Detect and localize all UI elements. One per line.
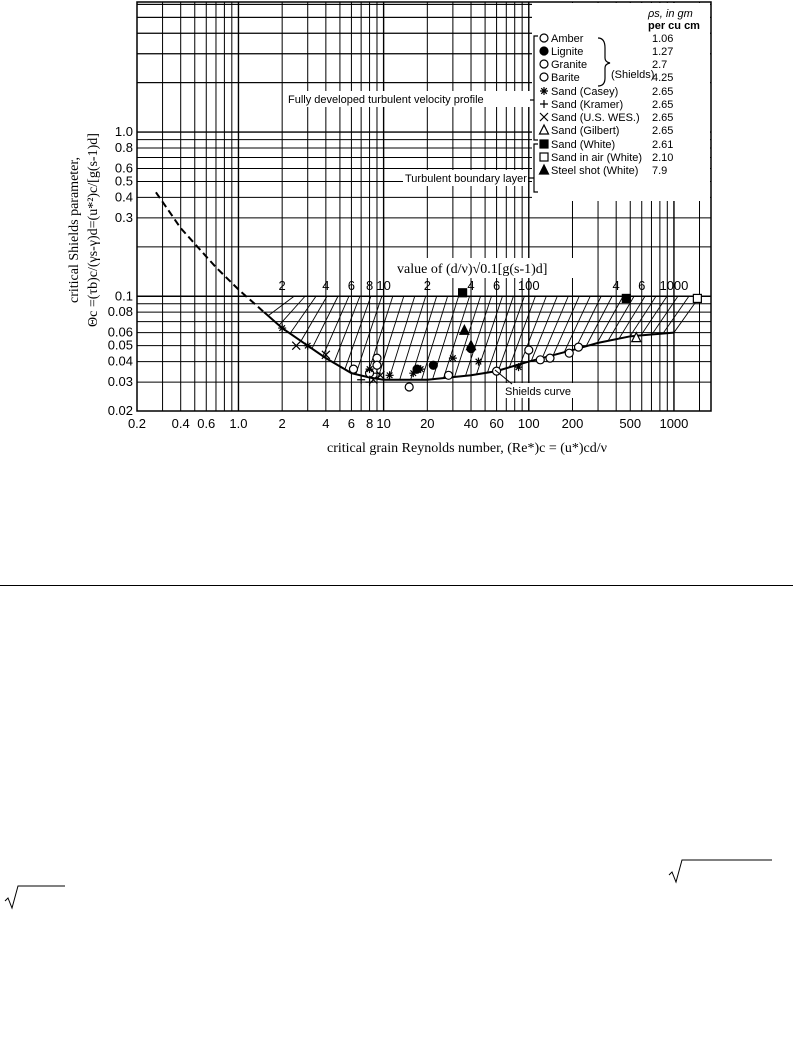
hatch-line bbox=[301, 296, 327, 341]
legend-density-sand-white: 2.61 bbox=[652, 139, 674, 151]
x-tick-label: 500 bbox=[619, 416, 642, 431]
x-tick-label: 200 bbox=[561, 416, 584, 431]
upper-scale-tick-label: 10 bbox=[376, 278, 391, 293]
legend-density-granite: 2.7 bbox=[652, 59, 668, 71]
y-tick-label: 0.3 bbox=[114, 209, 133, 225]
upper-scale-tick-label: 100 bbox=[517, 278, 540, 293]
data-point-amber bbox=[405, 383, 413, 391]
data-point-sand-in-air-white bbox=[693, 294, 701, 302]
data-point-amber bbox=[445, 371, 453, 379]
legend-density-steel-shot-white: 7.9 bbox=[652, 165, 668, 177]
hatch-line bbox=[630, 296, 656, 336]
x-tick-label: 0.6 bbox=[197, 416, 216, 431]
hatch-line bbox=[279, 296, 305, 325]
y-tick-label: 0.6 bbox=[114, 160, 133, 176]
legend-entry-barite: Barite bbox=[551, 72, 580, 84]
legend bbox=[286, 3, 710, 201]
upper-scale-tick-label: 6 bbox=[347, 278, 356, 293]
data-point-amber bbox=[349, 365, 357, 373]
upper-scale-tick-label: 2 bbox=[423, 278, 431, 293]
legend-entry-steel-shot-white: Steel shot (White) bbox=[551, 165, 639, 177]
y-axis-label-line2: Θc =(τb)c/(γs-γ)d=(u*²)c/[g(s-1)d] bbox=[86, 133, 101, 327]
data-point-lignite bbox=[429, 361, 437, 369]
x-tick-label: 20 bbox=[420, 416, 435, 431]
legend-entry-sand-casey: Sand (Casey) bbox=[551, 86, 619, 98]
y-tick-label: 0.4 bbox=[114, 189, 133, 205]
y-tick-label: 0.04 bbox=[107, 353, 133, 369]
legend-entry-lignite: Lignite bbox=[551, 46, 584, 58]
sqrt-symbol-right bbox=[668, 858, 773, 884]
legend-shields-group-label: (Shields) bbox=[611, 69, 655, 81]
legend-fully-developed-label: Fully developed turbulent velocity profile bbox=[288, 94, 484, 106]
x-tick-label: 6 bbox=[347, 416, 356, 431]
y-tick-label: 0.1 bbox=[114, 288, 133, 304]
data-point-barite bbox=[565, 349, 573, 357]
legend-density-sand-casey: 2.65 bbox=[652, 86, 674, 98]
upper-scale-tick-label: 6 bbox=[492, 278, 501, 293]
legend-marker-amber bbox=[540, 34, 548, 42]
legend-entry-sand-u-s-wes: Sand (U.S. WES.) bbox=[551, 112, 640, 124]
hatch-line bbox=[498, 296, 524, 370]
data-point-sand-white bbox=[622, 294, 630, 302]
legend-marker-sand-in-air-white bbox=[540, 153, 548, 161]
data-point-sand-casey bbox=[278, 324, 286, 332]
data-point-amber bbox=[525, 346, 533, 354]
legend-density-sand-u-s-wes: 2.65 bbox=[652, 112, 674, 124]
y-tick-label: 0.05 bbox=[107, 337, 133, 353]
hatch-line bbox=[663, 296, 689, 333]
x-tick-label: 4 bbox=[322, 416, 330, 431]
y-tick-label: 1.0 bbox=[114, 124, 133, 140]
hatch-line bbox=[455, 296, 481, 377]
legend-density-amber: 1.06 bbox=[652, 33, 674, 45]
y-tick-label: 0.06 bbox=[107, 324, 133, 340]
hatch-line bbox=[290, 296, 316, 333]
y-tick-label: 0.5 bbox=[114, 173, 133, 189]
x-tick-label: 8 bbox=[365, 416, 374, 431]
data-point-sand-casey bbox=[474, 358, 482, 366]
legend-density-sand-gilbert: 2.65 bbox=[652, 125, 674, 137]
data-point-sand-white bbox=[459, 289, 467, 297]
data-point-steel-shot-white bbox=[460, 325, 469, 334]
x-axis-label: critical grain Reynolds number, (Re*)c = (u*)cd/ν bbox=[327, 441, 607, 456]
legend-entry-sand-white: Sand (White) bbox=[551, 139, 616, 151]
upper-scale-tick-label: 4 bbox=[612, 278, 620, 293]
legend-density-barite: 4.25 bbox=[652, 72, 674, 84]
x-tick-label: 10 bbox=[376, 416, 391, 431]
legend-marker-sand-white bbox=[540, 140, 548, 148]
upper-scale-tick-label: 8 bbox=[365, 278, 374, 293]
legend-marker-lignite bbox=[540, 47, 548, 55]
x-tick-label: 1000 bbox=[659, 416, 689, 431]
data-point-sand-casey bbox=[409, 369, 417, 377]
hatch-line bbox=[378, 296, 404, 379]
hatch-line bbox=[444, 296, 470, 378]
legend-entry-sand-kramer: Sand (Kramer) bbox=[551, 99, 624, 111]
legend-density-sand-kramer: 2.65 bbox=[652, 99, 674, 111]
y-axis-label-line1: critical Shields parameter, bbox=[67, 157, 82, 303]
sqrt-symbol-left bbox=[4, 884, 66, 910]
x-tick-label: 0.4 bbox=[171, 416, 190, 431]
legend-density-header-line2: per cu cm bbox=[648, 20, 700, 32]
legend-marker-granite bbox=[540, 60, 548, 68]
hatch-line bbox=[542, 296, 568, 358]
x-tick-label: 100 bbox=[517, 416, 540, 431]
legend-density-sand-in-air-white: 2.10 bbox=[652, 152, 674, 164]
x-tick-label: 40 bbox=[463, 416, 479, 431]
data-point-sand-casey bbox=[417, 365, 425, 373]
legend-entry-amber: Amber bbox=[551, 33, 584, 45]
upper-scale-tick-label: 2 bbox=[278, 278, 286, 293]
upper-scale-label: value of (d/ν)√0.1[g(s-1)d] bbox=[397, 262, 548, 277]
data-point-sand-casey bbox=[366, 365, 374, 373]
y-tick-label: 0.02 bbox=[107, 403, 133, 418]
shields-curve bbox=[156, 192, 674, 379]
legend-density-lignite: 1.27 bbox=[652, 46, 674, 58]
data-point-granite bbox=[373, 361, 381, 369]
hatch-line bbox=[334, 296, 360, 363]
x-tick-labels bbox=[128, 416, 688, 431]
data-point-sand-casey bbox=[386, 371, 394, 379]
legend-marker-barite bbox=[540, 73, 548, 81]
upper-scale-tick-label: 6 bbox=[638, 278, 646, 293]
hatch-line bbox=[520, 296, 546, 364]
x-tick-label: 1.0 bbox=[229, 416, 248, 431]
x-tick-label: 2 bbox=[278, 416, 286, 431]
upper-scale-tick-label: 4 bbox=[467, 278, 475, 293]
upper-scale-tick-label: 4 bbox=[322, 278, 330, 293]
legend-entry-granite: Granite bbox=[551, 59, 588, 71]
shields-curve-dashed bbox=[156, 192, 264, 312]
legend-density-header-line1: ρs, in gm bbox=[648, 8, 693, 20]
legend-boundary-layer-label: Turbulent boundary layer bbox=[405, 173, 527, 185]
hatch-line bbox=[323, 296, 349, 356]
data-point-barite bbox=[574, 343, 582, 351]
data-point-sand-casey bbox=[304, 342, 312, 350]
x-tick-label: 60 bbox=[489, 416, 504, 431]
y-tick-labels bbox=[108, 124, 133, 418]
hatch-line bbox=[641, 296, 667, 335]
shields-curve-label: Shields curve bbox=[505, 386, 572, 398]
x-tick-label: 0.2 bbox=[127, 416, 147, 431]
page-divider bbox=[0, 585, 793, 586]
hatch-line bbox=[389, 296, 415, 380]
legend-entry-sand-in-air-white: Sand in air (White) bbox=[551, 152, 643, 164]
y-tick-label: 0.08 bbox=[107, 304, 133, 320]
data-point-sand-casey bbox=[449, 354, 457, 362]
hatch-line bbox=[531, 296, 557, 361]
data-point-sand-casey bbox=[515, 363, 523, 371]
data-point-granite bbox=[546, 354, 554, 362]
data-point-granite bbox=[536, 356, 544, 364]
legend-marker-sand-casey bbox=[540, 87, 548, 95]
upper-scale-tick-label: 1000 bbox=[659, 278, 689, 293]
legend-entry-sand-gilbert: Sand (Gilbert) bbox=[551, 125, 620, 137]
y-tick-label: 0.8 bbox=[114, 139, 133, 155]
y-tick-label: 0.03 bbox=[107, 374, 133, 390]
